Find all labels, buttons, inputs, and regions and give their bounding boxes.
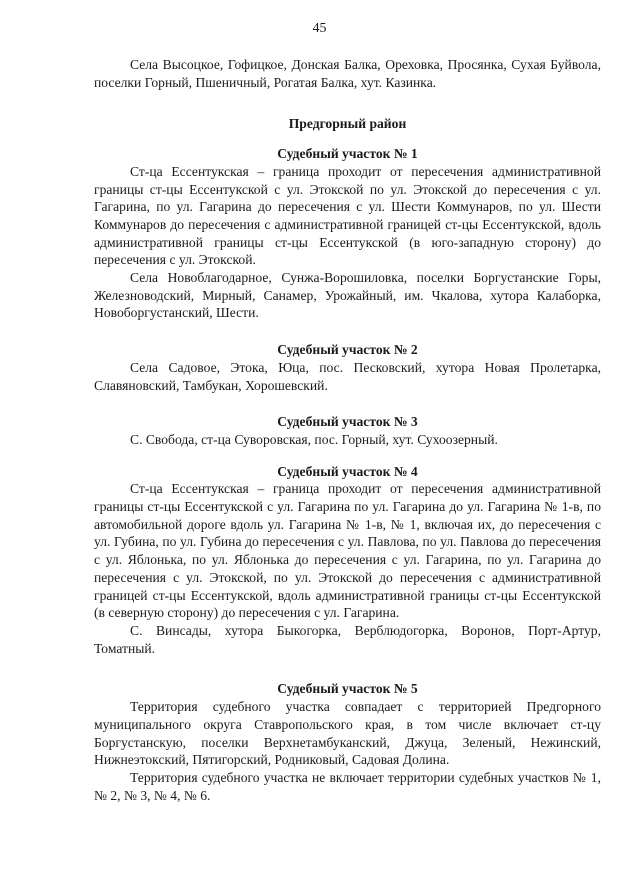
section-paragraph: С. Свобода, ст-ца Суворовская, пос. Горный, хут. Сухоозерный.	[130, 431, 498, 447]
page-number: 45	[312, 21, 327, 36]
section-paragraph: Территория судебного участка не включает территории судебных участков № 1, № 2, № 3, № 4, № 6.	[94, 769, 601, 803]
section-4	[94, 463, 601, 658]
section-3	[94, 413, 601, 448]
section-heading: Судебный участок № 3	[277, 414, 418, 430]
district-heading: Предгорный район	[288, 116, 407, 132]
section-5	[94, 680, 601, 804]
section-heading: Судебный участок № 4	[277, 463, 418, 479]
intro-paragraph: Села Высоцкое, Гофицкое, Донская Балка, Ореховка, Просянка, Сухая Буйвола, поселки Горный, Пшеничный, Рогатая Балка, хут. Казинка.	[94, 57, 601, 90]
section-1	[94, 145, 601, 322]
section-paragraph: Территория судебного участка совпадает с территорией Предгорного муниципального округа Ставропольского края, в том числе включает ст-цу Боргустанскую, поселки Верхнетамбуканский, Джуца, Зеленый, Нежинский, Нижнеэтокский, Пятигорский, Родниковый, Садовая Долина.	[94, 699, 601, 768]
section-heading: Судебный участок № 1	[277, 146, 418, 162]
section-paragraph: Села Новоблагодарное, Сунжа-Ворошиловка, поселки Боргустанские Горы, Железноводский, Мирный, Санамер, Урожайный, им. Чкалова, хутора Калаборка, Новоборгустанский, Шести.	[94, 270, 601, 321]
section-paragraph: Села Садовое, Этока, Юца, пос. Песковский, хутора Новая Пролетарка, Славяновский, Тамбукан, Хорошевский.	[94, 359, 601, 393]
section-heading: Судебный участок № 2	[277, 342, 418, 358]
document-body	[94, 56, 601, 804]
section-paragraph: С. Винсады, хутора Быкогорка, Верблюдогорка, Воронов, Порт-Артур, Томатный.	[94, 622, 601, 656]
section-paragraph: Ст-ца Ессентукская – граница проходит от пересечения административной границы ст-цы Ессентукской с ул. Этокской по ул. Этокской до пересечения с ул. Гагарина, по ул. Гагарина до пересечения с ул. Шести Коммунаров, по ул. Шести Коммунаров до пересечения с административной границей ст-цы Ессентукской, вдоль административной границы ст-цы Ессентукской (в юго-западную сторону) до пересечения с ул. Этокской.	[94, 163, 601, 268]
section-heading: Судебный участок № 5	[277, 681, 418, 697]
section-paragraph: Ст-ца Ессентукская – граница проходит от пересечения административной границы ст-цы Ессентукской с ул. Гагарина по ул. Гагарина до ул. Гагарина № 1-в, по автомобильной дороге вдоль ул. Гагарина № 1-в, № 1, включая их, до пересечения с ул. Губина, по ул. Губина до пересечения с ул. Павлова, по ул. Павлова до пересечения с ул. Яблонька, по ул. Яблонька до пересечения с ул. Гагарина, по ул. Гагарина до пересечения с ул. Этокской, по ул. Этокской до пересечения с административной границей ст-цы Ессентукской, вдоль административной границы ст-цы Ессентукской (в северную сторону) до пересечения с ул. Гагарина.	[94, 481, 601, 621]
section-2	[94, 341, 601, 394]
